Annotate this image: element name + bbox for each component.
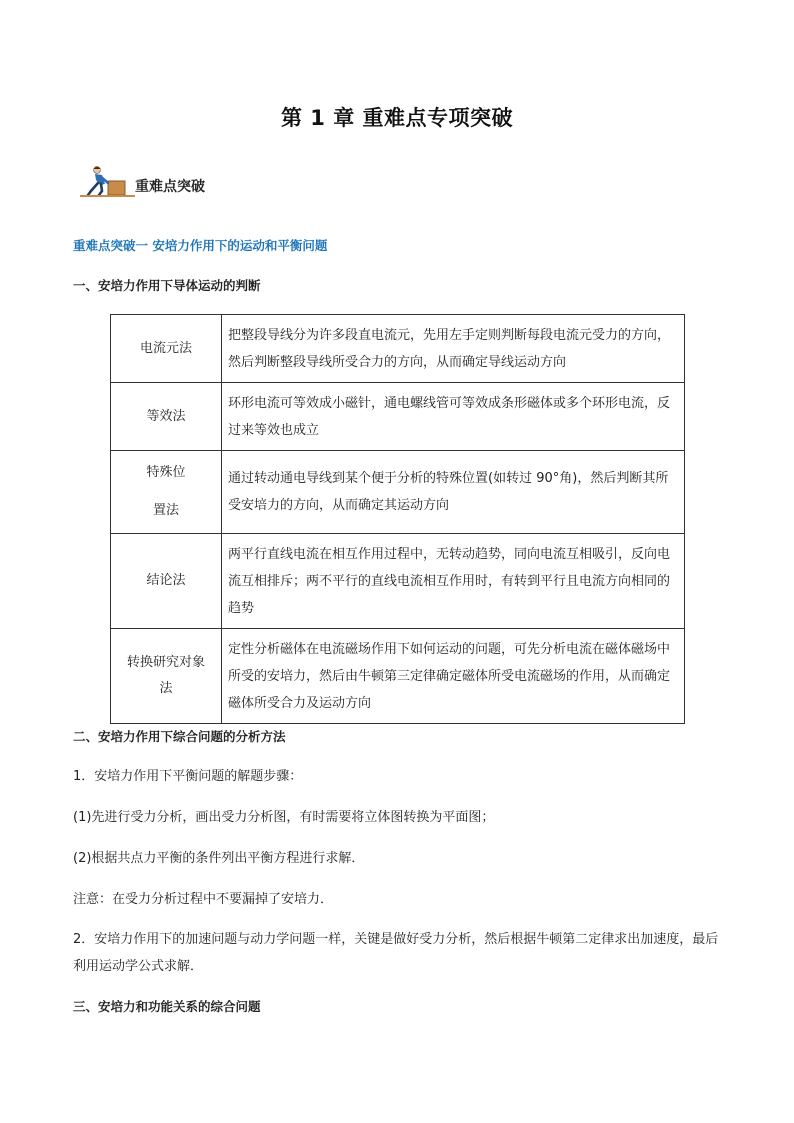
paragraph: (2)根据共点力平衡的条件列出平衡方程进行求解． [73,851,365,866]
subheading-2: 二、安培力作用下综合问题的分析方法 [73,729,286,744]
method-description: 定性分析磁体在电流磁场作用下如何运动的问题，可先分析电流在磁体磁场中所受的安培力，然后由牛顿第三定律确定磁体所受电流磁场的作用，从而确定磁体所受合力及运动方向 [222,629,685,724]
person-pushing-box-icon [78,164,138,204]
table-row [111,315,685,383]
subheading-1: 一、安培力作用下导体运动的判断 [73,278,261,293]
method-name: 转换研究对象法 [111,629,222,724]
paragraph: 注意：在受力分析过程中不要漏掉了安培力． [73,892,334,907]
method-description: 两平行直线电流在相互作用过程中，无转动趋势，同向电流互相吸引，反向电流互相排斥；两不平行的直线电流相互作用时，有转到平行且电流方向相同的趋势 [222,534,685,629]
section-banner [78,164,238,204]
paragraph: 1．安培力作用下平衡问题的解题步骤： [73,769,303,784]
method-description: 通过转动通电导线到某个便于分析的特殊位置(如转过 90°角)，然后判断其所受安培力的方向，从而确定其运动方向 [222,451,685,534]
method-description: 把整段导线分为许多段直电流元，先用左手定则判断每段电流元受力的方向，然后判断整段导线所受合力的方向，从而确定导线运动方向 [222,315,685,383]
paragraph: (1)先进行受力分析，画出受力分析图，有时需要将立体图转换为平面图； [73,810,495,825]
methods-table [110,314,685,724]
method-name-line: 置法 [152,503,179,518]
section-heading: 重难点突破一 安培力作用下的运动和平衡问题 [73,238,328,253]
paragraph: 2．安培力作用下的加速问题与动力学问题一样，关键是做好受力分析，然后根据牛顿第二定律求出加速度，最后利用运动学公式求解． [73,932,719,974]
table-row [111,534,685,629]
method-name: 结论法 [111,534,222,629]
method-name-line: 特殊位 [146,465,186,480]
table-row [111,629,685,724]
table-row [111,383,685,451]
table-row [111,451,685,534]
subheading-3: 三、安培力和功能关系的综合问题 [73,999,261,1014]
page-title: 第 1 章 重难点专项突破 [280,106,514,130]
method-name [111,451,222,534]
method-name: 电流元法 [111,315,222,383]
method-description: 环形电流可等效成小磁针，通电螺线管可等效成条形磁体或多个环形电流，反过来等效也成立 [222,383,685,451]
method-name: 等效法 [111,383,222,451]
banner-label: 重难点突破 [135,179,205,195]
